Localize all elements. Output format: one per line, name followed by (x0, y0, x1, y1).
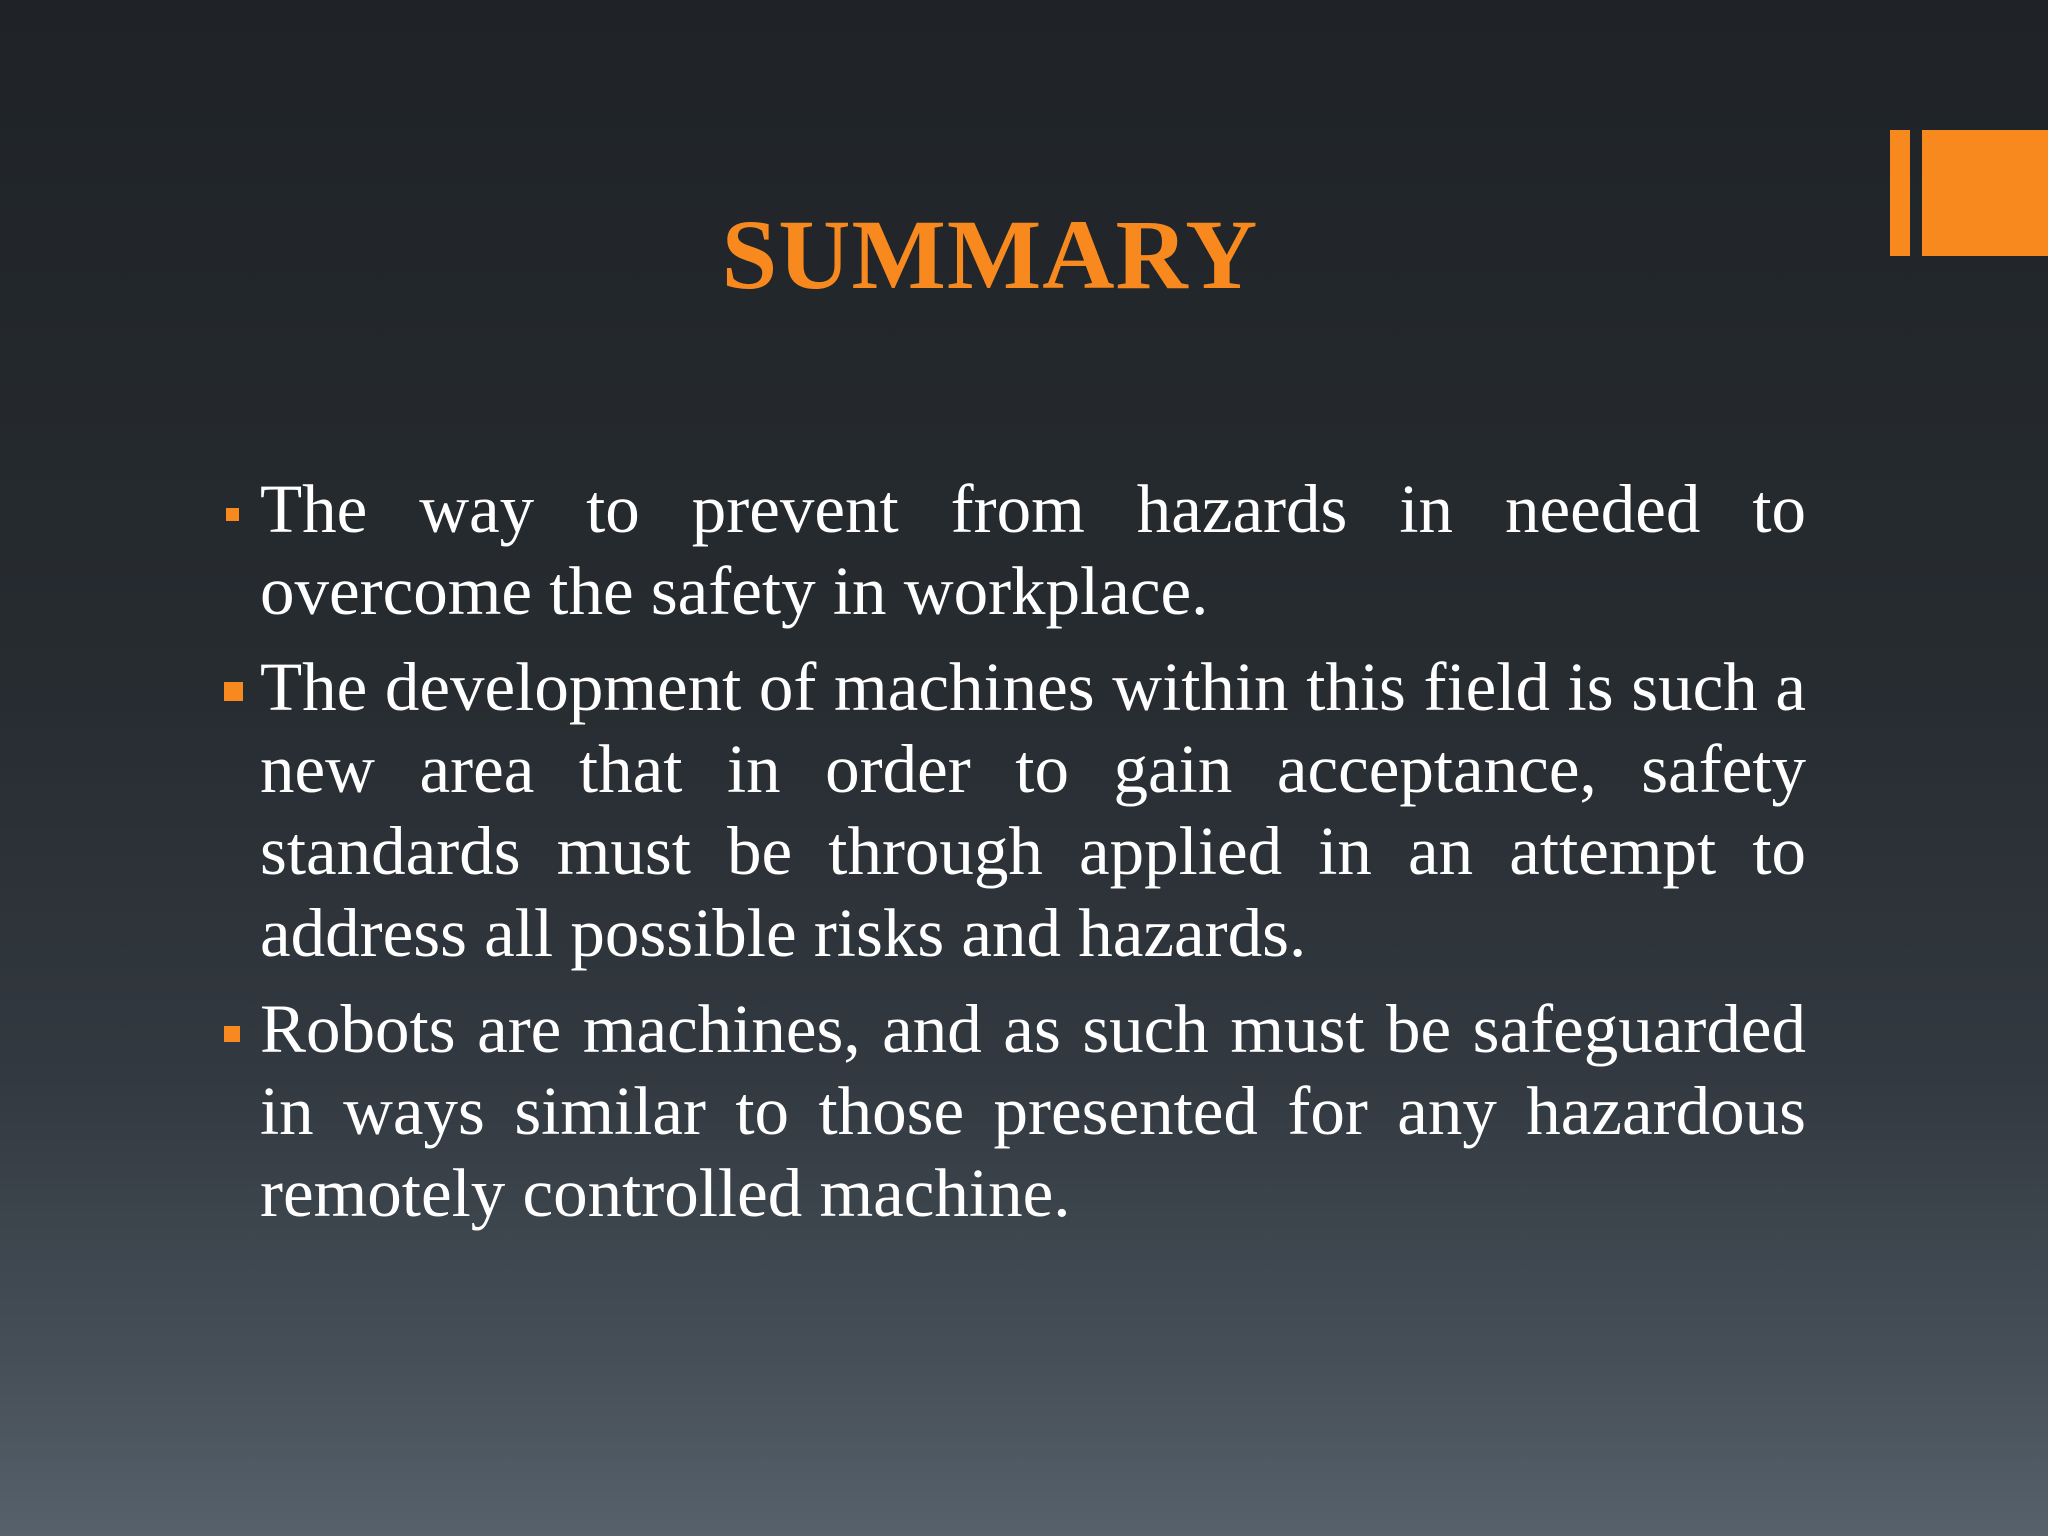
bullet-item (218, 646, 1806, 974)
square-bullet-icon (224, 682, 243, 701)
bullet-item (218, 988, 1806, 1234)
bullet-text: The development of machines within this field is such a new area that in order to gain acceptance, safety standards must be through applied in an attempt to address all possible risks and hazards. (260, 649, 1806, 971)
square-bullet-icon (226, 508, 239, 521)
bullet-text: The way to prevent from hazards in needed to overcome the safety in workplace. (260, 471, 1806, 629)
bullet-list (218, 468, 1806, 1248)
square-bullet-icon (224, 1026, 240, 1042)
slide-title: SUMMARY (721, 199, 1259, 310)
bullet-item (218, 468, 1806, 632)
bullet-text: Robots are machines, and as such must be safeguarded in ways similar to those presented for any hazardous remotely controlled machine. (260, 991, 1806, 1231)
